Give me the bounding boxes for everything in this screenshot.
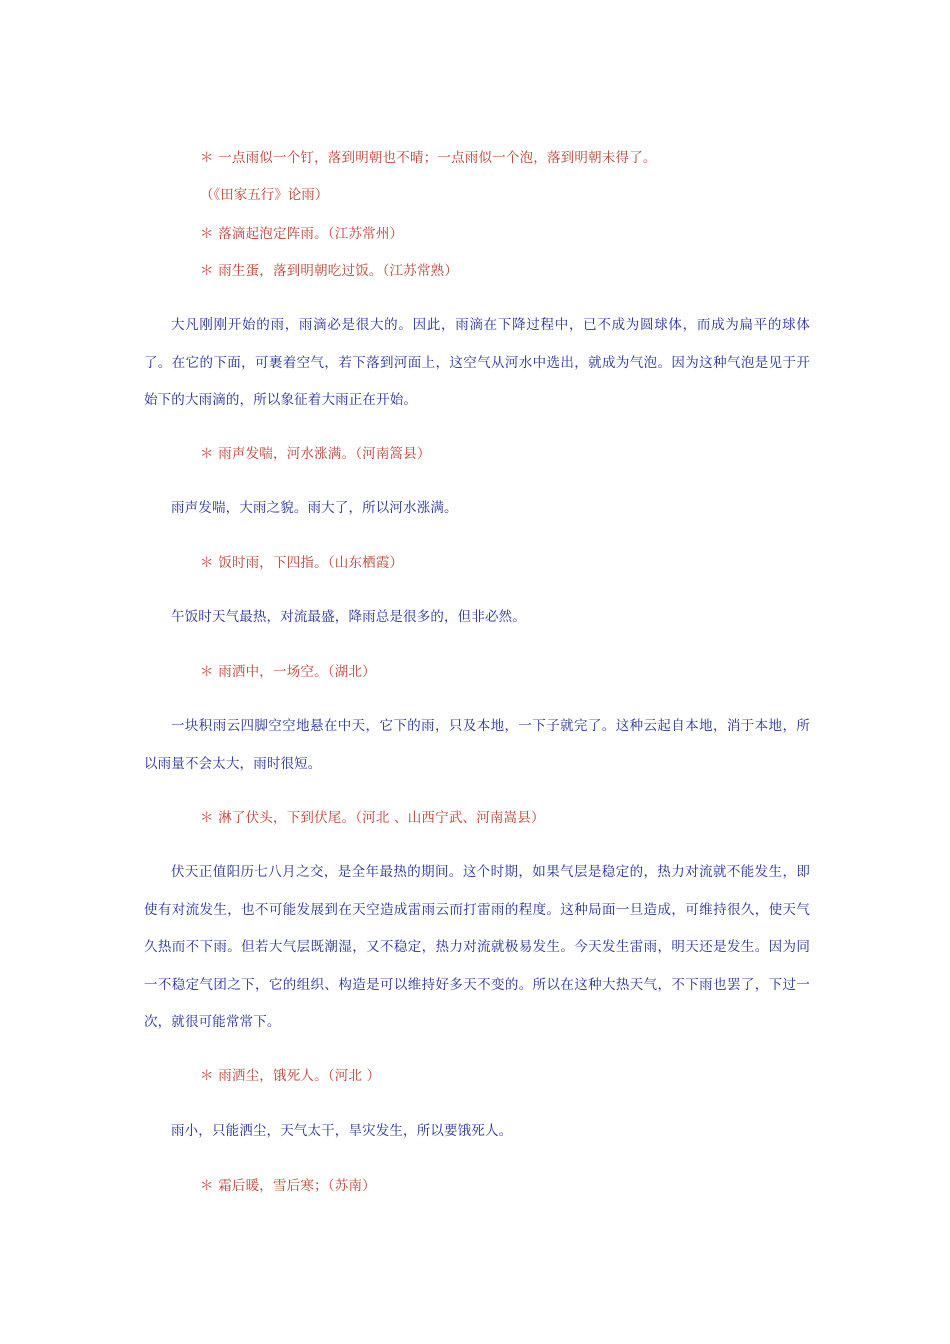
proverb-line: ＊ 一点雨似一个钉，落到明朝也不晴；一点雨似一个泡，落到明朝未得了。: [200, 150, 657, 166]
explanation-paragraph: 雨小，只能洒尘，天气太干，旱灾发生，所以要饿死人。: [171, 1123, 513, 1139]
explanation-paragraph: 午饭时天气最热，对流最盛，降雨总是很多的，但非必然。: [171, 609, 526, 625]
proverb-line: ＊ 雨洒尘，饿死人。（河北 ）: [200, 1068, 381, 1084]
proverb-line: ＊ 饭时雨，下四指。（山东栖霞）: [200, 555, 404, 571]
proverb-line: ＊ 霜后暖，雪后寒；（苏南）: [200, 1178, 376, 1194]
explanation-paragraph: 一块积雨云四脚空空地悬在中天，它下的雨，只及本地，一下子就完了。这种云起自本地，消于本地，所以雨量不会太大，雨时很短。: [144, 718, 810, 772]
proverb-source: （《田家五行》论雨）: [200, 187, 329, 203]
proverb-line: ＊ 雨生蛋，落到明朝吃过饭。（江苏常熟）: [200, 263, 459, 279]
proverb-line: ＊ 落滴起泡定阵雨。（江苏常州）: [200, 226, 404, 242]
explanation-paragraph: 大凡刚刚开始的雨，雨滴必是很大的。因此，雨滴在下降过程中，已不成为圆球体，而成为扁平的球体了。在它的下面，可裹着空气，若下落到河面上，这空气从河水中选出，就成为气泡。因为这种气泡是见于开始下的大雨滴的，所以象征着大雨正在开始。: [144, 317, 810, 408]
proverb-line: ＊ 雨声发喘，河水涨满。（河南篙县）: [200, 446, 431, 462]
explanation-paragraph: 雨声发喘，大雨之貌。雨大了，所以河水涨满。: [171, 500, 458, 516]
proverb-line: ＊ 雨洒中，一场空。（湖北）: [200, 664, 376, 680]
proverb-line: ＊ 淋了伏头，下到伏尾。（河北 、山西宁武、河南嵩县）: [200, 810, 545, 826]
explanation-paragraph: 伏天正值阳历七八月之交，是全年最热的期间。这个时期，如果气层是稳定的，热力对流就不能发生，即使有对流发生，也不可能发展到在天空造成雷雨云而打雷雨的程度。这种局面一旦造成，可维持很久，使天气久热而不下雨。但若大气层既潮湿，又不稳定，热力对流就极易发生。今天发生雷雨，明天还是发生。因为同一不稳定气团之下，它的组织、构造是可以维持好多天不变的。所以在这种大热天气，不下雨也罢了，下过一次，就很可能常常下。: [144, 864, 810, 1030]
